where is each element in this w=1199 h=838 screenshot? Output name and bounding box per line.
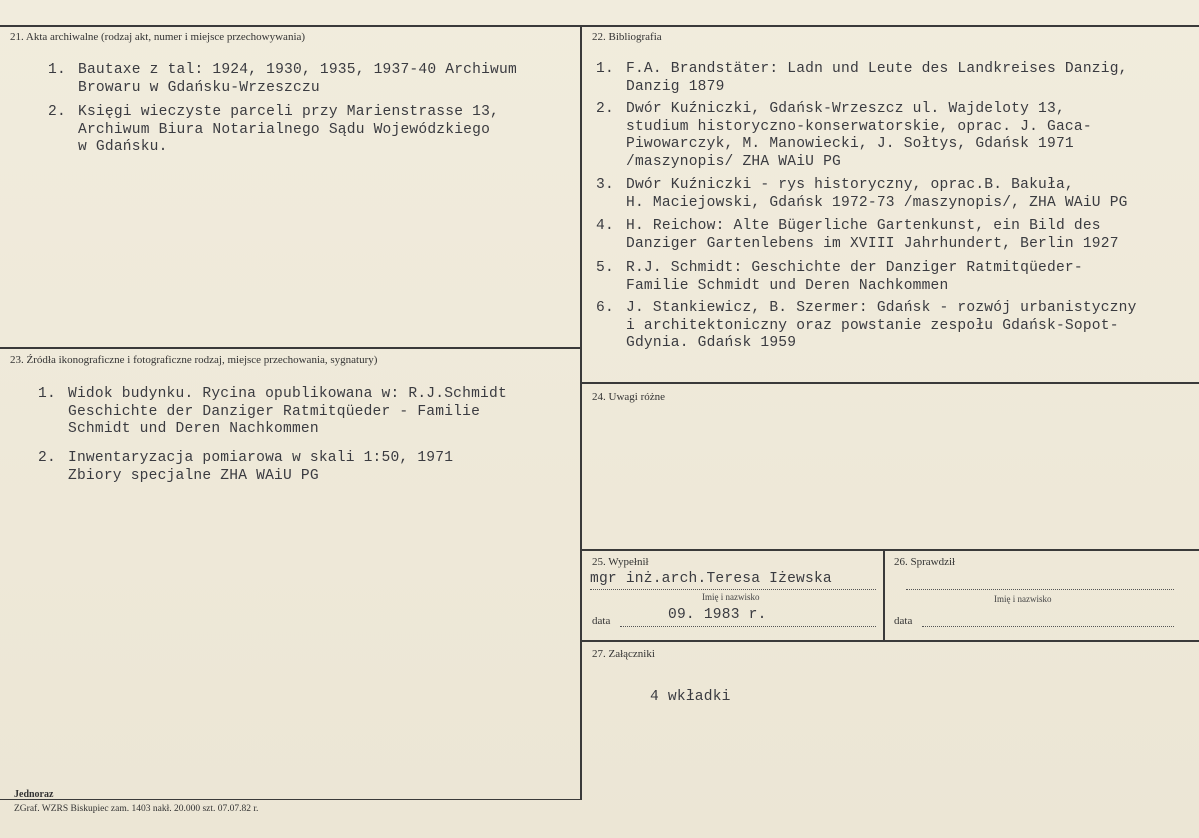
sec23-item-1 <box>38 386 507 439</box>
sec22-item-1 <box>596 61 1128 96</box>
sec23-item-2 <box>38 450 453 485</box>
item-line: Zbiory specjalne ZHA WAiU PG <box>68 467 319 484</box>
section-24-label: 24. Uwagi różne <box>592 391 666 403</box>
sec22-item-2 <box>596 101 1092 171</box>
item-line: Księgi wieczyste parceli przy Marienstrasse 13, <box>78 104 500 120</box>
filled-by-date-label: data <box>592 615 611 627</box>
item-line: Browaru w Gdańsku-Wrzeszczu <box>78 79 320 96</box>
sec22-item-5 <box>596 260 1083 295</box>
right-section-divider-25 <box>581 549 1199 551</box>
item-line: Piwowarczyk, M. Manowiecki, J. Sołtys, Gdańsk 1971 <box>626 136 1074 152</box>
section-23-label: 23. Źródła ikonograficzne i fotograficzne rodzaj, miejsce przechowania, sygnatury) <box>10 354 378 366</box>
top-border <box>0 25 1199 27</box>
bottom-border <box>0 799 581 800</box>
section-21-label: 21. Akta archiwalne (rodzaj akt, numer i miejsce przechowywania) <box>10 31 306 43</box>
left-section-divider <box>0 347 581 349</box>
sec22-item-6 <box>596 300 1137 353</box>
item-number: 2. <box>48 104 66 120</box>
item-number: 6. <box>596 300 614 316</box>
footer-print-info: ZGraf. WZRS Biskupiec zam. 1403 nakł. 20.000 szt. 07.07.82 r. <box>14 804 259 814</box>
item-line: Dwór Kuźniczki, Gdańsk-Wrzeszcz ul. Wajdeloty 13, <box>626 101 1065 117</box>
checked-by-date-line <box>922 626 1174 627</box>
section-27-label: 27. Załączniki <box>592 648 655 660</box>
item-number: 2. <box>38 450 56 466</box>
item-line: i architektoniczny oraz powstanie zespołu Gdańsk-Sopot- <box>626 317 1119 334</box>
filled-by-date: 09. 1983 r. <box>668 607 767 623</box>
filled-by-name-line <box>590 589 876 590</box>
right-section-divider-24 <box>581 382 1199 384</box>
footer-title: Jednoraz <box>14 789 54 800</box>
item-line: Geschichte der Danziger Ratmitqüeder - Familie <box>68 403 481 420</box>
item-line: Bautaxe z tal: 1924, 1930, 1935, 1937-40 Archiwum <box>78 62 517 78</box>
item-line: Gdynia. Gdańsk 1959 <box>626 335 797 351</box>
item-line: Danzig 1879 <box>626 78 725 95</box>
item-number: 3. <box>596 177 614 193</box>
right-section-divider-27 <box>581 640 1199 642</box>
item-line: H. Maciejowski, Gdańsk 1972-73 /maszynopis/, ZHA WAiU PG <box>626 194 1128 211</box>
item-line: Schmidt und Deren Nachkommen <box>68 421 319 437</box>
checked-by-name-caption: Imię i nazwisko <box>994 594 1052 604</box>
item-number: 1. <box>48 62 66 78</box>
checked-by-date-label: data <box>894 615 913 627</box>
attachments-value: 4 wkładki <box>650 689 731 705</box>
item-line: Archiwum Biura Notarialnego Sądu Wojewódzkiego <box>78 121 491 138</box>
section-22-label: 22. Bibliografia <box>592 31 662 43</box>
item-line: studium historyczno-konserwatorskie, oprac. J. Gaca- <box>626 118 1092 135</box>
item-line: Widok budynku. Rycina opublikowana w: R.J.Schmidt <box>68 386 507 402</box>
item-line: R.J. Schmidt: Geschichte der Danziger Ratmitqüeder- <box>626 260 1083 276</box>
section-26-label: 26. Sprawdził <box>894 556 956 568</box>
filled-by-name-caption: Imię i nazwisko <box>702 592 760 602</box>
sec21-item-1 <box>48 62 517 97</box>
item-line: w Gdańsku. <box>78 139 168 155</box>
item-line: Familie Schmidt und Deren Nachkommen <box>626 277 949 294</box>
item-line: F.A. Brandstäter: Ladn und Leute des Landkreises Danzig, <box>626 61 1128 77</box>
item-number: 2. <box>596 101 614 117</box>
filled-by-date-line <box>620 626 876 627</box>
item-number: 4. <box>596 218 614 234</box>
filled-by-name: mgr inż.arch.Teresa Iżewska <box>590 571 832 587</box>
item-number: 5. <box>596 260 614 276</box>
item-line: J. Stankiewicz, B. Szermer: Gdańsk - rozwój urbanistyczny <box>626 300 1137 316</box>
item-line: Inwentaryzacja pomiarowa w skali 1:50, 1971 <box>68 450 454 466</box>
section-25-label: 25. Wypełnił <box>592 556 649 568</box>
item-line: /maszynopis/ ZHA WAiU PG <box>626 153 841 170</box>
item-line: Dwór Kuźniczki - rys historyczny, oprac.B. Bakuła, <box>626 177 1074 193</box>
item-number: 1. <box>596 61 614 77</box>
sec22-item-4 <box>596 218 1119 253</box>
sec22-item-3 <box>596 177 1128 212</box>
item-line: H. Reichow: Alte Bügerliche Gartenkunst, ein Bild des <box>626 218 1101 234</box>
checked-by-name-line <box>906 589 1174 590</box>
item-number: 1. <box>38 386 56 402</box>
column-divider <box>580 25 582 800</box>
sec21-item-2 <box>48 104 499 157</box>
item-line: Danziger Gartenlebens im XVIII Jahrhundert, Berlin 1927 <box>626 235 1119 252</box>
sign-box-divider <box>883 549 885 641</box>
